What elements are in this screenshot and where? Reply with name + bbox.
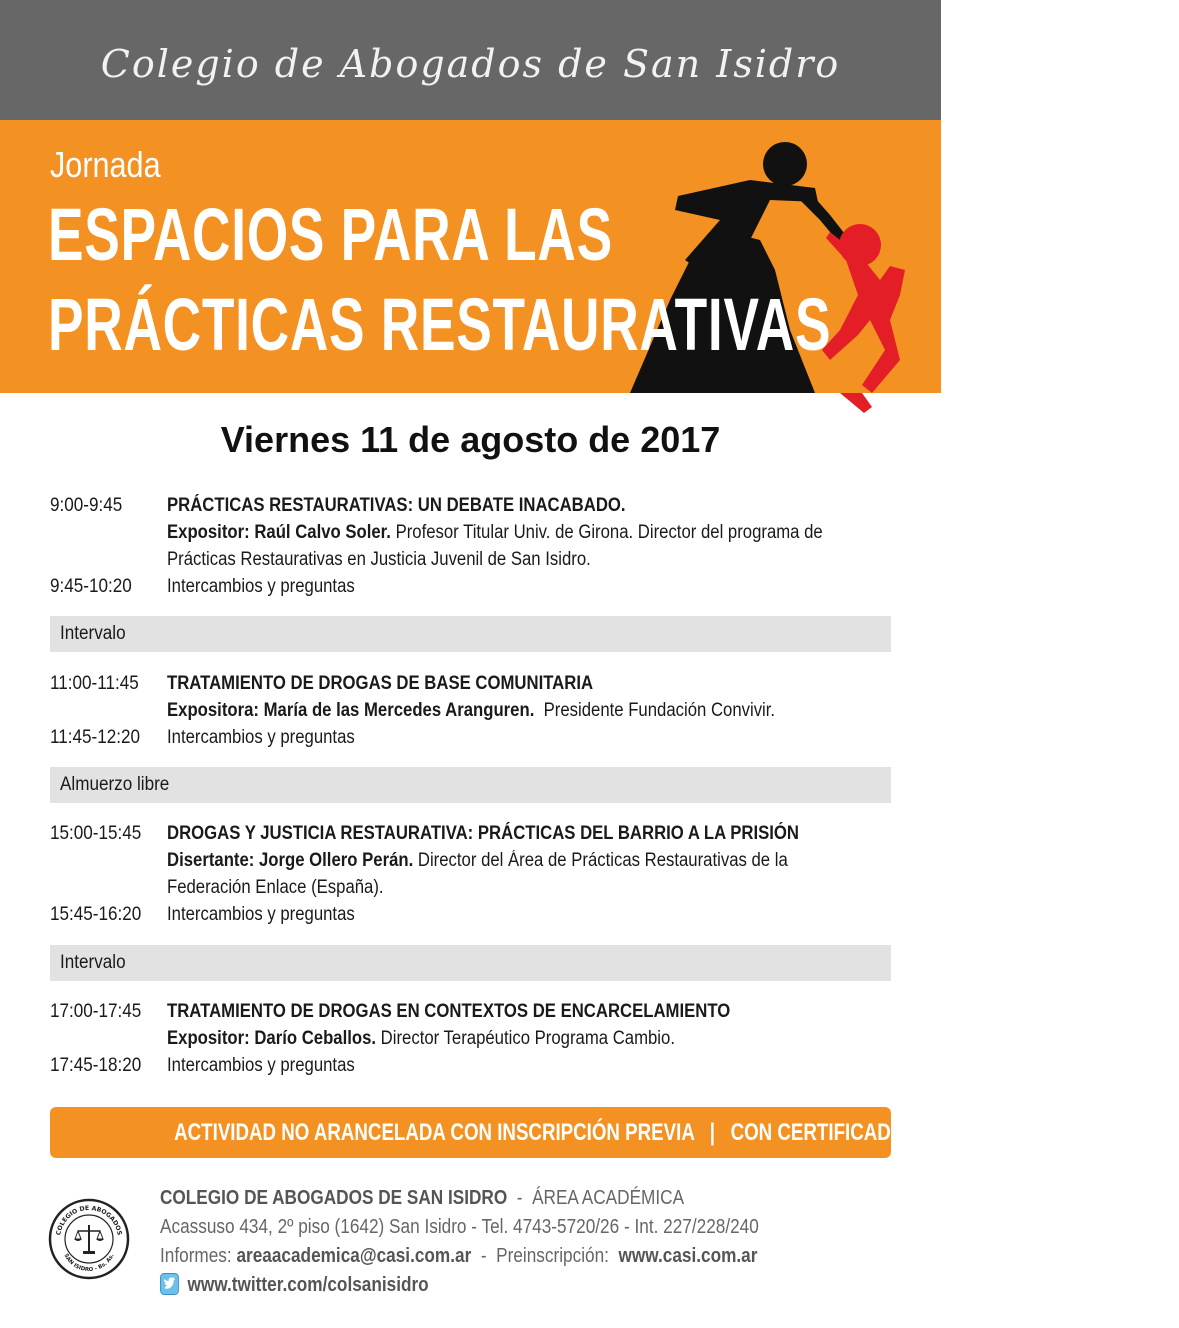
break-label: Almuerzo libre bbox=[60, 774, 170, 795]
prereg-url-link[interactable]: www.casi.com.ar bbox=[618, 1245, 758, 1267]
header-bar bbox=[0, 0, 941, 120]
event-title-line2: PRÁCTICAS RESTAURATIVAS bbox=[48, 283, 832, 366]
qa-label: Intercambios y preguntas bbox=[167, 1055, 355, 1076]
session-time: 11:00-11:45 bbox=[50, 673, 139, 694]
speaker-name: Expositora: María de las Mercedes Aranguren. bbox=[167, 700, 535, 721]
speaker-description: Director Terapéutico Programa Cambio. bbox=[376, 1028, 675, 1049]
break-label: Intervalo bbox=[60, 623, 126, 644]
break-bar bbox=[50, 945, 891, 981]
event-date: Viernes 11 de agosto de 2017 bbox=[220, 419, 721, 460]
seal-text-top: COLEGIO DE ABOGADOS bbox=[55, 1204, 123, 1236]
info-email-link[interactable]: areaacademica@casi.com.ar bbox=[236, 1245, 472, 1267]
footer-org-name: COLEGIO DE ABOGADOS DE SAN ISIDRO bbox=[160, 1187, 508, 1209]
footer-info-label: Informes: bbox=[160, 1245, 237, 1267]
session-time: 17:00-17:45 bbox=[50, 1001, 142, 1022]
footer-address: Acassuso 434, 2º piso (1642) San Isidro - Tel. 4743-5720/26 - Int. 227/228/240 bbox=[160, 1216, 759, 1238]
qa-time: 17:45-18:20 bbox=[50, 1055, 142, 1076]
session-title: DROGAS Y JUSTICIA RESTAURATIVA: PRÁCTICAS DEL BARRIO A LA PRISIÓN bbox=[167, 823, 800, 844]
bar-association-seal-icon bbox=[48, 1198, 130, 1280]
footer-contact bbox=[160, 1184, 900, 1300]
footer-prereg-label: - Preinscripción: bbox=[471, 1245, 619, 1267]
event-kicker: Jornada bbox=[50, 144, 161, 185]
session-title: TRATAMIENTO DE DROGAS DE BASE COMUNITARIA bbox=[167, 673, 594, 694]
break-bar bbox=[50, 616, 891, 652]
session-title: TRATAMIENTO DE DROGAS EN CONTEXTOS DE ENCARCELAMIENTO bbox=[167, 1001, 731, 1022]
speaker-description-cont: Federación Enlace (España). bbox=[167, 877, 384, 898]
qa-time: 15:45-16:20 bbox=[50, 904, 142, 925]
hero-banner bbox=[0, 120, 941, 393]
footer-area: - ÁREA ACADÉMICA bbox=[507, 1187, 685, 1209]
qa-label: Intercambios y preguntas bbox=[167, 576, 355, 597]
speaker-description-cont: Prácticas Restaurativas en Justicia Juvenil de San Isidro. bbox=[167, 549, 591, 570]
speaker-description: Profesor Titular Univ. de Girona. Director del programa de bbox=[390, 522, 823, 543]
session-time: 15:00-15:45 bbox=[50, 823, 142, 844]
session-time: 9:00-9:45 bbox=[50, 495, 123, 516]
break-bar bbox=[50, 767, 891, 803]
event-title-line1: ESPACIOS PARA LAS bbox=[48, 193, 613, 276]
registration-banner-text: ACTIVIDAD NO ARANCELADA CON INSCRIPCIÓN PREVIA | CON CERTIFICADO DE ASISTENCIA bbox=[174, 1119, 1055, 1146]
speaker-name: Expositor: Darío Ceballos. bbox=[167, 1028, 377, 1049]
red-figure-foot bbox=[600, 393, 941, 413]
session-title: PRÁCTICAS RESTAURATIVAS: UN DEBATE INACABADO. bbox=[167, 495, 626, 516]
twitter-link[interactable]: www.twitter.com/colsanisidro bbox=[187, 1274, 429, 1296]
qa-time: 9:45-10:20 bbox=[50, 576, 132, 597]
qa-time: 11:45-12:20 bbox=[50, 727, 141, 748]
speaker-description: Presidente Fundación Convivir. bbox=[534, 700, 776, 721]
qa-label: Intercambios y preguntas bbox=[167, 727, 355, 748]
twitter-icon[interactable] bbox=[160, 1273, 179, 1295]
org-name-script: Colegio de Abogados de San Isidro bbox=[100, 42, 841, 86]
registration-banner bbox=[50, 1107, 1055, 1158]
speaker-name: Expositor: Raúl Calvo Soler. bbox=[167, 522, 391, 543]
speaker-name: Disertante: Jorge Ollero Perán. bbox=[167, 850, 414, 871]
break-label: Intervalo bbox=[60, 952, 126, 973]
qa-label: Intercambios y preguntas bbox=[167, 904, 355, 925]
speaker-description: Director del Área de Prácticas Restaurativas de la bbox=[413, 850, 788, 871]
seal-text-bottom: SAN ISIDRO - Bs. As. bbox=[62, 1252, 116, 1274]
